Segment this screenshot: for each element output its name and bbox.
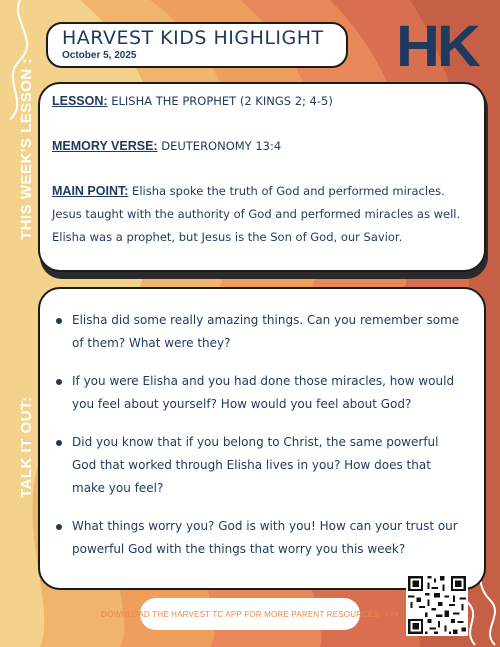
bullet-icon [56, 379, 62, 385]
list-item [54, 431, 466, 500]
list-item [54, 370, 466, 416]
lesson-text: ELISHA THE PROPHET (2 KINGS 2; 4-5) [111, 94, 333, 108]
list-item [54, 515, 466, 561]
question-text: Did you know that if you belong to Christ, the same powerful God that worked through Elisha lives in you? How does that make you feel? [72, 435, 439, 495]
memory-verse-line [52, 135, 472, 158]
main-point-label: MAIN POINT: [52, 184, 129, 198]
arrows-icon: >>> [384, 609, 399, 619]
lesson-line [52, 90, 472, 113]
header-banner [46, 22, 348, 68]
list-item [54, 309, 466, 355]
main-point-line [52, 180, 472, 249]
lesson-label: LESSON: [52, 94, 108, 108]
page-title: HARVEST KIDS HIGHLIGHT [62, 27, 324, 49]
bullet-icon [56, 318, 62, 324]
question-text: What things worry you? God is with you! How can your trust our powerful God with the things that worry you this week? [72, 519, 458, 556]
questions-card [38, 287, 486, 590]
memory-verse-text: DEUTERONOMY 13:4 [161, 139, 282, 153]
question-text: If you were Elisha and you had done those miracles, how would you feel about yourself? How would you feel about God? [72, 374, 455, 411]
side-label-talk: TALK IT OUT: [18, 396, 35, 498]
hk-logo: HK [396, 14, 478, 79]
lesson-card [38, 82, 486, 272]
date-label: October 5, 2025 [62, 50, 137, 61]
download-text: DOWNLOAD THE HARVEST TC APP FOR MORE PARENT RESOURCES [101, 609, 380, 619]
main-point-text: Elisha spoke the truth of God and performed miracles. Jesus taught with the authority of God and performed miracles as well. Elisha was a prophet, but Jesus is the Son of God, our Savior. [52, 184, 461, 244]
qr-code-icon[interactable] [406, 574, 468, 636]
download-app-link[interactable] [101, 598, 399, 630]
side-label-lesson: THIS WEEK'S LESSON : [18, 58, 35, 240]
bullet-icon [56, 524, 62, 530]
question-text: Elisha did some really amazing things. Can you remember some of them? What were they? [72, 313, 460, 350]
question-list [54, 309, 466, 561]
bullet-icon [56, 440, 62, 446]
memory-verse-label: MEMORY VERSE: [52, 139, 158, 153]
